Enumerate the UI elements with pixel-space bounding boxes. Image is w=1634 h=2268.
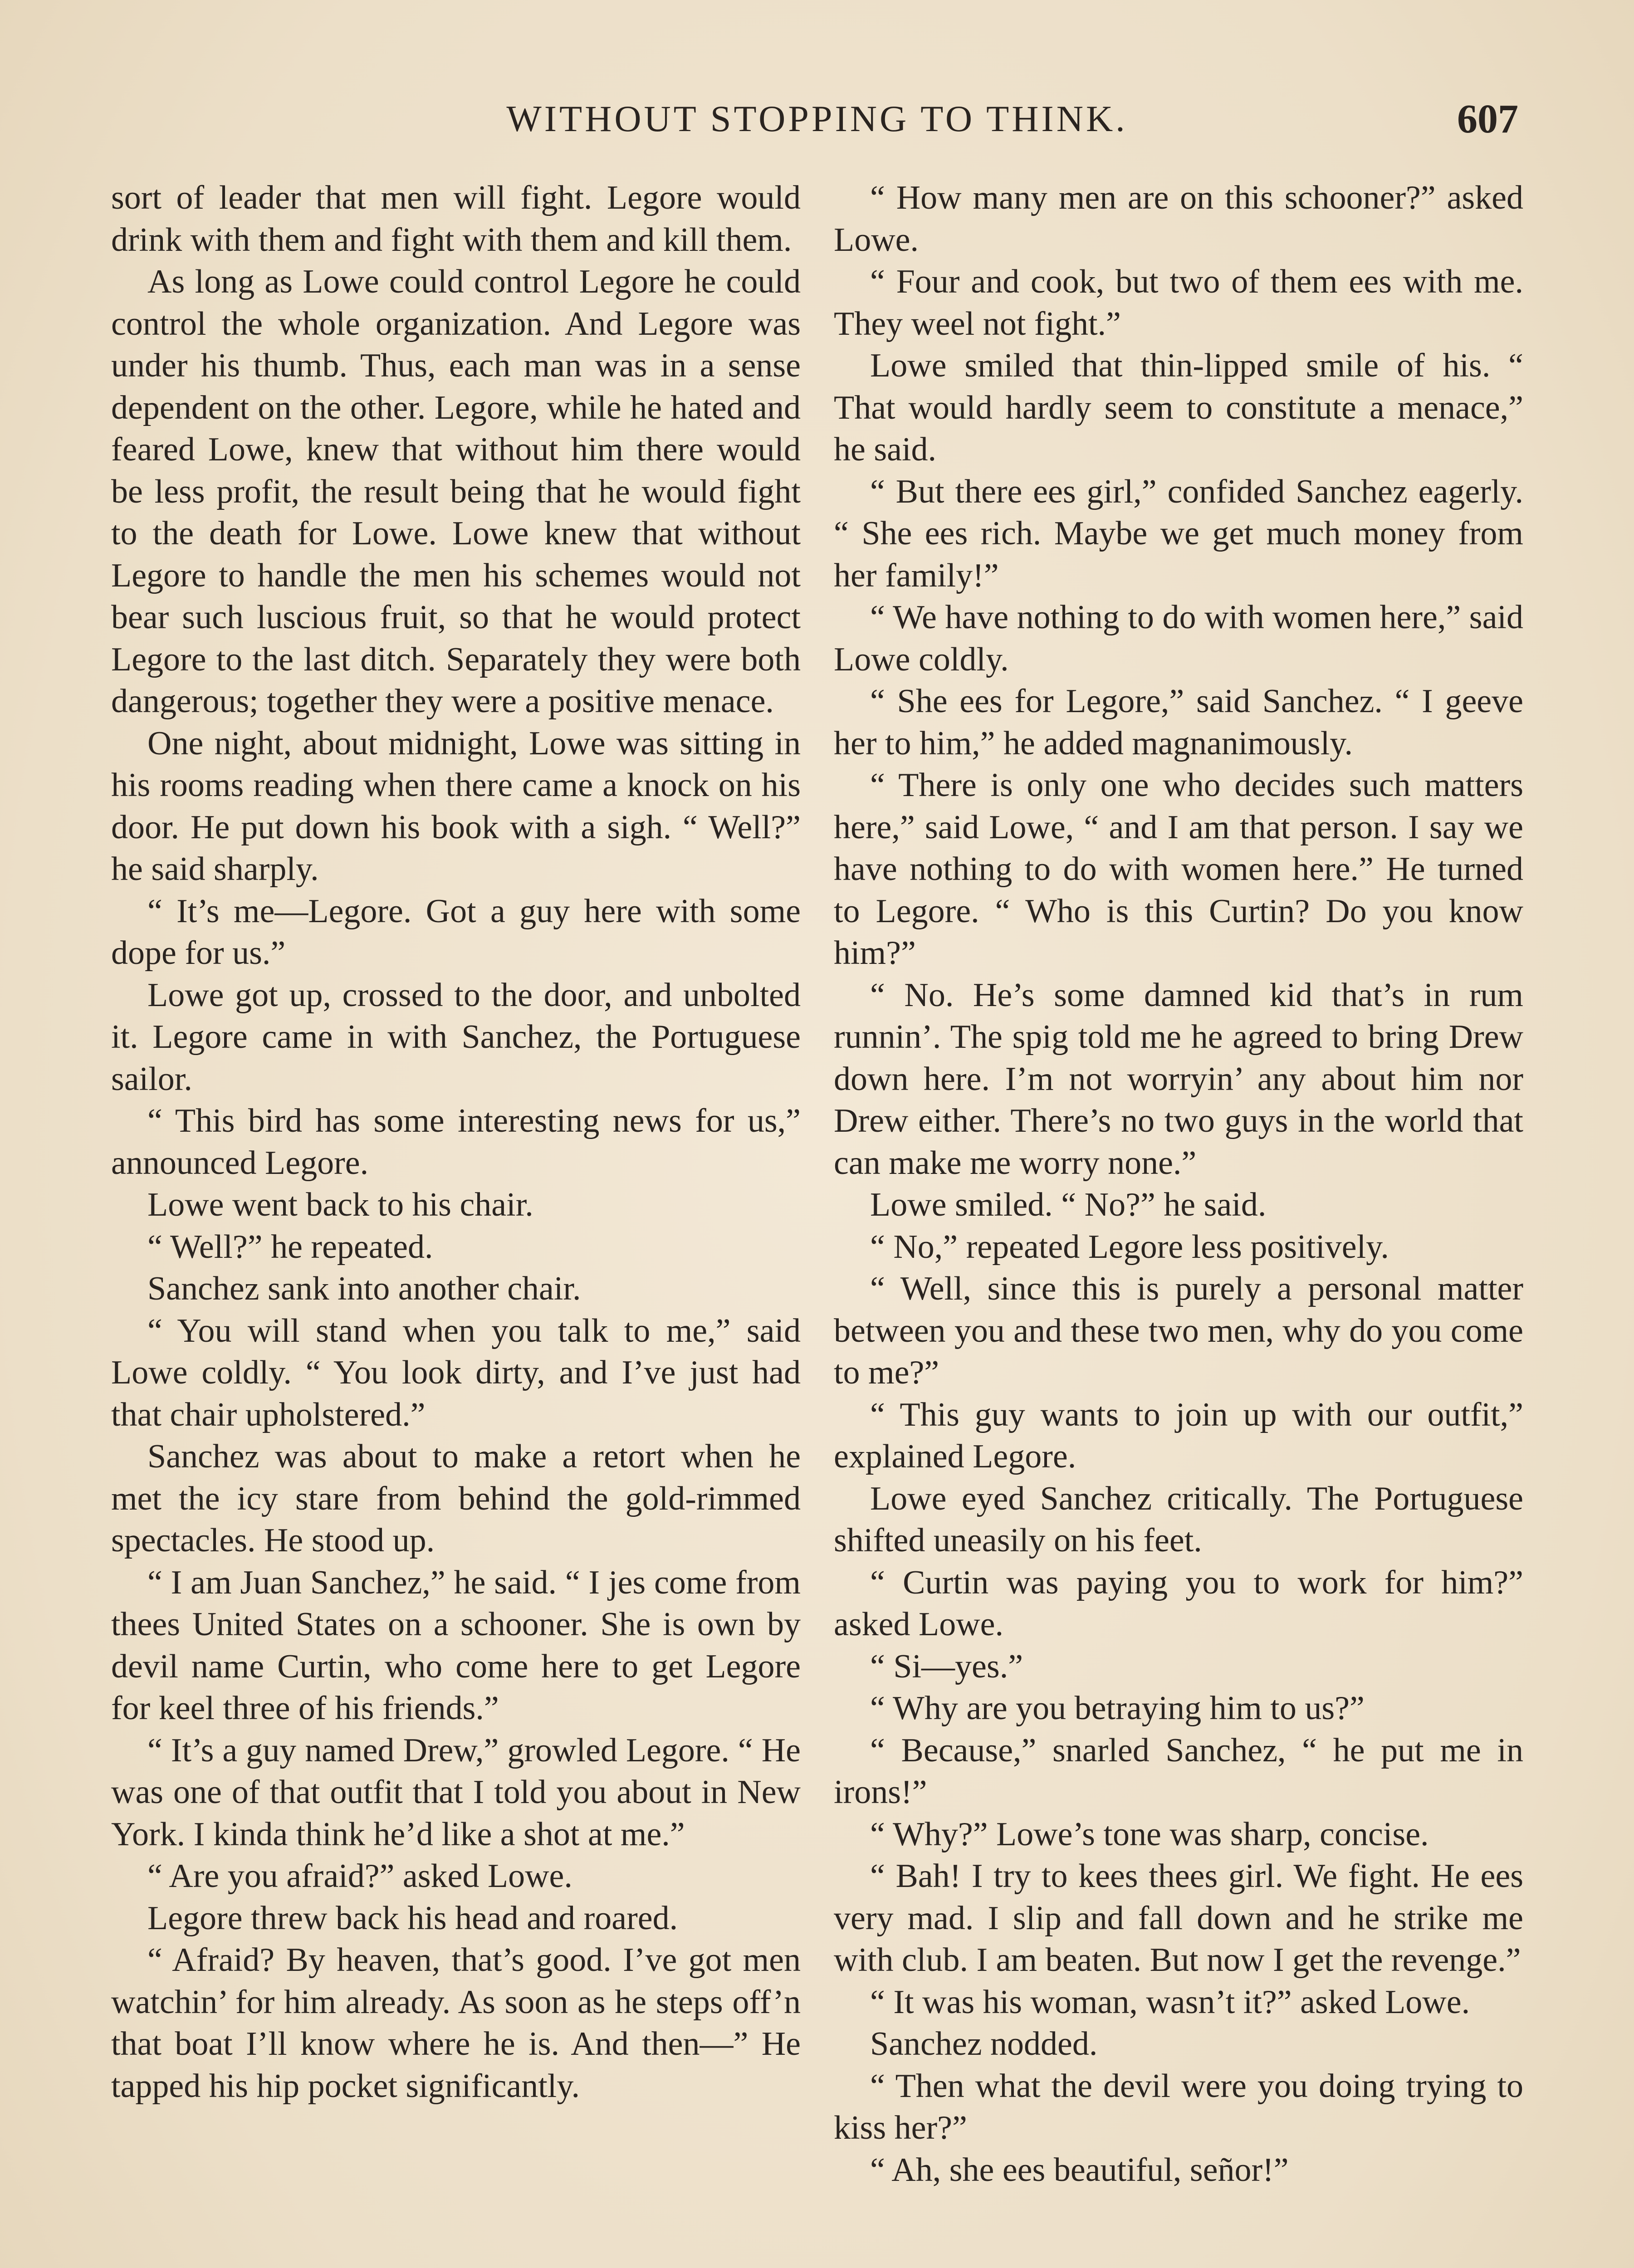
paragraph: Sanchez nodded.: [870, 2025, 1098, 2063]
paragraph: “ Four and cook, but two of them ees with me. They weel not fight.”: [834, 263, 1523, 342]
paragraph: “ But there ees girl,” confided Sanchez eagerly. “ She ees rich. Maybe we get much money from her family!”: [834, 473, 1523, 594]
page-number: 607: [1457, 97, 1518, 142]
paragraph: “ Curtin was paying you to work for him?” asked Lowe.: [834, 1564, 1523, 1643]
paragraph: “ No. He’s some damned kid that’s in rum runnin’. The spig told me he agreed to bring Drew down here. I’m not worryin’ any about him nor Drew either. There’s no two guys in the world that can make me worry none.”: [834, 976, 1523, 1182]
running-header: [109, 98, 1525, 152]
paragraph: “ I am Juan Sanchez,” he said. “ I jes come from thees United States on a schooner. She is own by devil name Curtin, who come here to get Legore for keel three of his friends.”: [111, 1564, 801, 1727]
paragraph: “ It’s me—Legore. Got a guy here with some dope for us.”: [111, 892, 801, 972]
paragraph: “ We have nothing to do with women here,” said Lowe coldly.: [834, 599, 1523, 678]
paragraph: “ Afraid? By heaven, that’s good. I’ve got men watchin’ for him already. As soon as he steps off’n that boat I’ll know where he is. And then—” He tapped his hip pocket significantly.: [111, 1941, 801, 2105]
paragraph: “ No,” repeated Legore less positively.: [870, 1228, 1389, 1266]
paragraph: “ She ees for Legore,” said Sanchez. “ I geeve her to him,” he added magnanimously.: [834, 683, 1523, 762]
paragraph: “ Why?” Lowe’s tone was sharp, concise.: [870, 1815, 1429, 1853]
left-column: [111, 177, 801, 2107]
paragraph: Legore threw back his head and roared.: [147, 1899, 678, 1937]
paragraph: sort of leader that men will fight. Legore would drink with them and fight with them and kill them.: [111, 179, 801, 259]
paragraph: “ It’s a guy named Drew,” growled Legore. “ He was one of that outfit that I told you about in New York. I kinda think he’d like a shot at me.”: [111, 1731, 801, 1853]
paragraph: “ You will stand when you talk to me,” said Lowe coldly. “ You look dirty, and I’ve just had that chair upholstered.”: [111, 1312, 801, 1433]
paragraph: “ This guy wants to join up with our outfit,” explained Legore.: [834, 1396, 1523, 1475]
paragraph: “ Well, since this is purely a personal matter between you and these two men, why do you come to me?”: [834, 1270, 1523, 1391]
paragraph: Lowe got up, crossed to the door, and unbolted it. Legore came in with Sanchez, the Portuguese sailor.: [111, 976, 801, 1098]
paragraph: Lowe eyed Sanchez critically. The Portuguese shifted uneasily on his feet.: [834, 1480, 1523, 1559]
paragraph: “ Are you afraid?” asked Lowe.: [147, 1857, 572, 1895]
paragraph: Lowe went back to his chair.: [147, 1186, 533, 1223]
paragraph: “ Then what the devil were you doing trying to kiss her?”: [834, 2067, 1523, 2146]
paragraph: “ Bah! I try to kees thees girl. We fight. He ees very mad. I slip and fall down and he strike me with club. I am beaten. But now I get the revenge.”: [834, 1857, 1523, 1979]
right-column: [834, 177, 1523, 2191]
paragraph: “ There is only one who decides such matters here,” said Lowe, “ and I am that person. I say we have nothing to do with women here.” He turned to Legore. “ Who is this Curtin? Do you know him?”: [834, 767, 1523, 972]
paragraph: Lowe smiled that thin-lipped smile of his. “ That would hardly seem to constitute a menace,” he said.: [834, 347, 1523, 468]
paragraph: “ Ah, she ees beautiful, señor!”: [870, 2151, 1289, 2189]
paragraph: “ It was his woman, wasn’t it?” asked Lowe.: [870, 1983, 1470, 2021]
paragraph: “ Because,” snarled Sanchez, “ he put me in irons!”: [834, 1731, 1523, 1811]
paragraph: “ This bird has some interesting news for us,” announced Legore.: [111, 1102, 801, 1182]
running-title: WITHOUT STOPPING TO THINK.: [506, 98, 1128, 139]
paragraph: “ How many men are on this schooner?” asked Lowe.: [834, 179, 1523, 259]
paragraph: As long as Lowe could control Legore he could control the whole organization. And Legore was under his thumb. Thus, each man was in a sense dependent on the other. Legore, while he hated and feared Lowe, knew that without him there would be less profit, the result being that he would fight to the death for Lowe. Lowe knew that without Legore to handle the men his schemes would not bear such luscious fruit, so that he would protect Legore to the last ditch. Separately they were both dangerous; together they were a positive menace.: [111, 263, 801, 720]
paragraph: “ Si—yes.”: [870, 1647, 1023, 1685]
paragraph: “ Why are you betraying him to us?”: [870, 1690, 1365, 1727]
paragraph: Lowe smiled. “ No?” he said.: [870, 1186, 1267, 1223]
paragraph: Sanchez was about to make a retort when he met the icy stare from behind the gold-rimmed spectacles. He stood up.: [111, 1438, 801, 1559]
paragraph: Sanchez sank into another chair.: [147, 1270, 581, 1307]
paragraph: “ Well?” he repeated.: [147, 1228, 433, 1266]
paragraph: One night, about midnight, Lowe was sitting in his rooms reading when there came a knock on his door. He put down his book with a sigh. “ Well?” he said sharply.: [111, 724, 801, 888]
